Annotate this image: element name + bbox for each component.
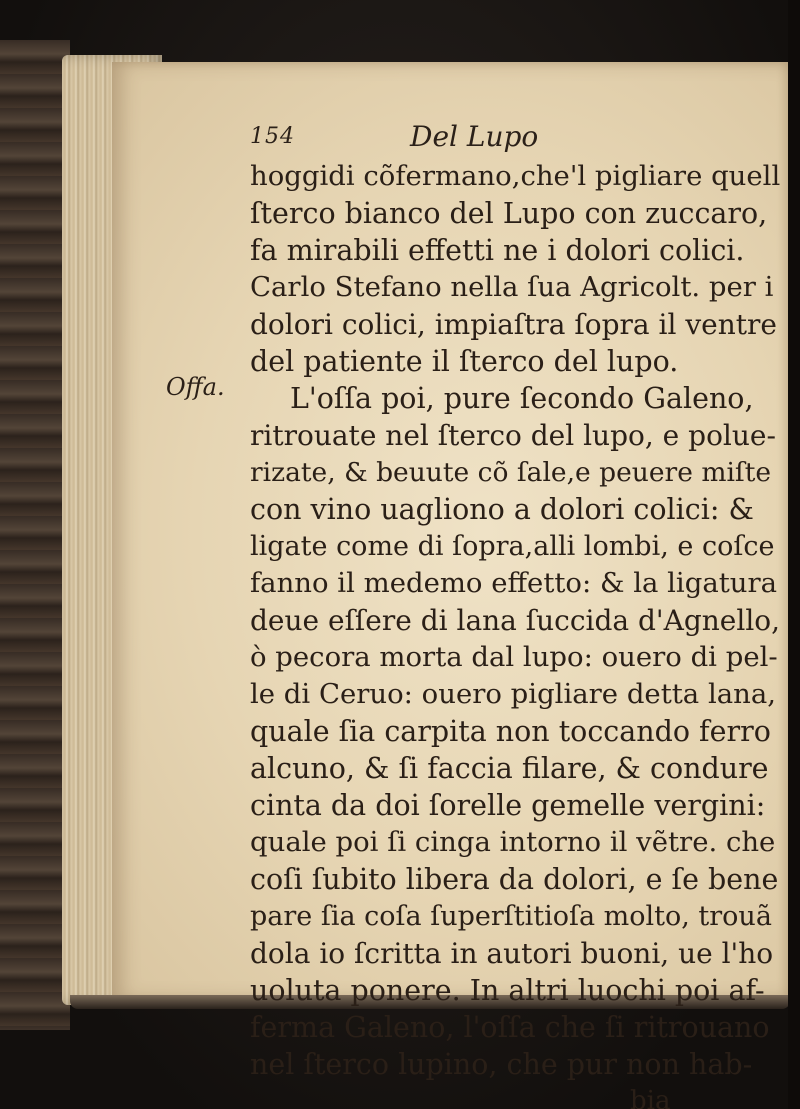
body-text (250, 158, 780, 1109)
text-line: le di Ceruo: ouero pigliare detta lana, (250, 678, 776, 710)
text-line: del patiente il ſterco del lupo. (250, 345, 679, 378)
page-header (250, 120, 670, 160)
text-line: ligate come di ſopra,alli lombi, e coſce (250, 531, 775, 562)
right-border (788, 0, 800, 1109)
text-line: L'oſſa poi, pure ſecondo Galeno, (290, 382, 754, 415)
text-line: fanno il medemo effetto: & la ligatura (250, 567, 778, 599)
text-line: rizate, & beuute cõ ſale,e peuere miſte (250, 457, 772, 488)
text-line: ferma Galeno, l'oſſa che ſi ritrouano (250, 1011, 770, 1044)
text-line: ſterco bianco del Lupo con zuccaro, (250, 197, 768, 230)
text-line: dola io ſcritta in autori buoni, ue l'ho (250, 937, 774, 970)
text-line: ò pecora morta dal lupo: ouero di pel- (250, 641, 778, 673)
text-line: fa mirabili effetti ne i dolori colici. (250, 234, 745, 267)
book-cover-edge (0, 40, 70, 1030)
text-line: hoggidi cõfermano,che'l pigliare quell (250, 160, 781, 192)
text-line: pare ſia coſa ſuperſtitioſa molto, trouã (250, 901, 772, 932)
text-line: coſi ſubito libera da dolori, e ſe bene (250, 863, 779, 896)
catchword: bia (630, 1086, 671, 1109)
text-line: alcuno, & ſi faccia filare, & condure (250, 752, 769, 785)
margin-note: Offa. (166, 373, 225, 401)
text-line: dolori colici, impiaſtra ſopra il ventre (250, 308, 777, 341)
text-line: quale ſia carpita non toccando ferro (250, 715, 771, 748)
text-line: Carlo Stefano nella ſua Agricolt. per i (250, 271, 774, 303)
text-line: ritrouate nel ſterco del lupo, e polue- (250, 419, 776, 452)
running-head: Del Lupo (410, 120, 539, 153)
page-number: 154 (250, 124, 295, 149)
text-line: con vino uagliono a dolori colici: & (250, 493, 754, 526)
text-line: cinta da doi ſorelle gemelle vergini: (250, 789, 766, 822)
text-line: uoluta ponere. In altri luochi poi af- (250, 974, 765, 1007)
text-line: nel ſterco lupino, che pur non hab- (250, 1048, 753, 1081)
text-line: quale poi ſi cinga intorno il vẽtre. che (250, 826, 776, 858)
text-line: deue eſſere di lana ſuccida d'Agnello, (250, 604, 781, 637)
